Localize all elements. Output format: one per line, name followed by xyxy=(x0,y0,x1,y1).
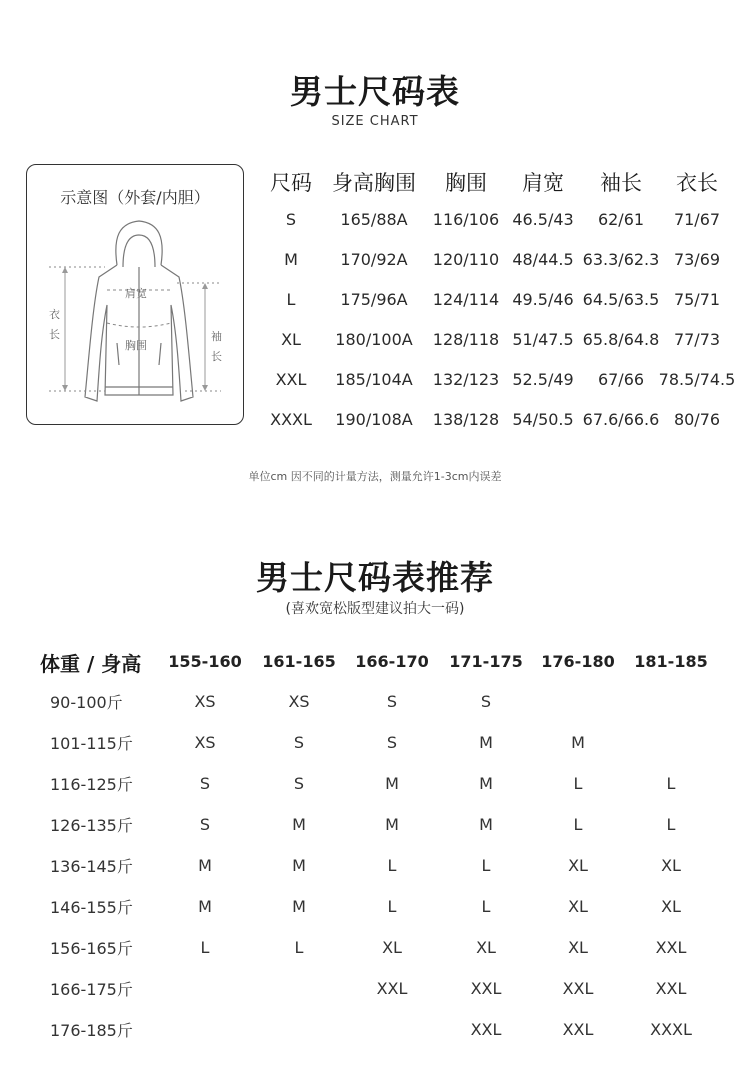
size-chart-cell: 54/50.5 xyxy=(512,410,574,429)
length-header: 衣长 xyxy=(676,171,718,195)
recommended-size: L xyxy=(666,815,676,834)
recommended-size: L xyxy=(387,897,397,916)
weight-height-header: 体重 / 身高 xyxy=(40,652,142,676)
chest-header: 胸围 xyxy=(445,171,487,195)
size-chart-cell: XXXL xyxy=(270,410,312,429)
height-chest-header: 身高胸围 xyxy=(332,171,416,195)
recommended-size: M xyxy=(292,897,306,916)
weight-label: 126-135斤 xyxy=(50,816,133,835)
size-chart-cell: 75/71 xyxy=(673,290,721,309)
recommended-size: S xyxy=(293,774,305,793)
recommended-size: L xyxy=(666,774,676,793)
recommended-size: L xyxy=(481,897,491,916)
recommended-size: XXL xyxy=(376,979,408,998)
size-chart-cell: 128/118 xyxy=(432,330,500,349)
size-chart-cell: L xyxy=(286,290,296,309)
size-chart-cell: 67/66 xyxy=(597,370,645,389)
size-chart-cell: 62/61 xyxy=(597,210,645,229)
height-header: 166-170 xyxy=(355,652,429,671)
recommended-size: M xyxy=(571,733,585,752)
recommended-size: XS xyxy=(288,692,310,711)
height-header: 171-175 xyxy=(449,652,523,671)
recommended-size: S xyxy=(386,733,398,752)
recommended-size: S xyxy=(386,692,398,711)
recommended-size: M xyxy=(479,774,493,793)
size-chart-cell: 51/47.5 xyxy=(512,330,574,349)
size-chart-cell: 48/44.5 xyxy=(512,250,574,269)
size-chart-cell: 49.5/46 xyxy=(512,290,574,309)
size-chart-cell: 78.5/74.5 xyxy=(658,370,736,389)
recommended-size: M xyxy=(292,815,306,834)
sleeve-label: 袖长 xyxy=(211,330,222,363)
size-chart-cell: 190/108A xyxy=(335,410,413,429)
recommended-size: XS xyxy=(194,692,216,711)
size-chart-cell: M xyxy=(284,250,298,269)
size-chart-cell: 116/106 xyxy=(432,210,500,229)
size-chart-cell: 65.8/64.8 xyxy=(582,330,660,349)
size-chart-cell: S xyxy=(285,210,297,229)
size-chart-cell: 120/110 xyxy=(432,250,500,269)
size-chart-cell: 185/104A xyxy=(335,370,413,389)
size-chart-cell: 71/67 xyxy=(673,210,721,229)
weight-label: 136-145斤 xyxy=(50,857,133,876)
recommended-size: XL xyxy=(661,856,681,875)
size-chart-cell: 80/76 xyxy=(673,410,721,429)
recommended-size: L xyxy=(387,856,397,875)
size-chart-cell: 170/92A xyxy=(340,250,408,269)
height-header: 161-165 xyxy=(262,652,336,671)
recommended-size: XXL xyxy=(655,979,687,998)
recommended-size: M xyxy=(385,815,399,834)
size-chart-cell: 52.5/49 xyxy=(512,370,574,389)
recommended-size: XL xyxy=(568,897,588,916)
recommended-size: S xyxy=(480,692,492,711)
height-header: 176-180 xyxy=(541,652,615,671)
recommended-size: XXXL xyxy=(650,1020,692,1039)
size-chart-cell: 165/88A xyxy=(340,210,408,229)
recommended-size: M xyxy=(198,897,212,916)
recommended-size: XL xyxy=(661,897,681,916)
recommended-size: XXL xyxy=(655,938,687,957)
height-header: 181-185 xyxy=(634,652,708,671)
size-chart-cell: 64.5/63.5 xyxy=(582,290,660,309)
size-chart-cell: 77/73 xyxy=(673,330,721,349)
recommended-size: L xyxy=(573,774,583,793)
size-chart-cell: 175/96A xyxy=(340,290,408,309)
recommended-size: XXL xyxy=(470,1020,502,1039)
weight-label: 166-175斤 xyxy=(50,980,133,999)
weight-label: 176-185斤 xyxy=(50,1021,133,1040)
weight-label: 146-155斤 xyxy=(50,898,133,917)
weight-label: 116-125斤 xyxy=(50,775,133,794)
size-chart-cell: 124/114 xyxy=(432,290,500,309)
recommended-size: M xyxy=(385,774,399,793)
size-chart-cell: 63.3/62.3 xyxy=(582,250,660,269)
size-chart-cell: 67.6/66.6 xyxy=(582,410,660,429)
sleeve-header: 袖长 xyxy=(600,171,642,195)
recommended-size: XXL xyxy=(470,979,502,998)
diagram-caption: 示意图（外套/内胆） xyxy=(60,188,210,207)
size-chart-cell: 180/100A xyxy=(335,330,413,349)
size-chart-subtitle: SIZE CHART xyxy=(331,114,419,129)
length-label: 衣长 xyxy=(49,308,60,341)
measurement-note: 单位cm 因不同的计量方法，测量允许1-3cm内误差 xyxy=(248,470,502,483)
recommended-size: L xyxy=(294,938,304,957)
recommended-size: L xyxy=(573,815,583,834)
recommended-size: L xyxy=(200,938,210,957)
recommended-size: XXL xyxy=(562,979,594,998)
recommendation-subtitle: (喜欢宽松版型建议拍大一码) xyxy=(285,601,465,617)
size-chart-cell: XL xyxy=(281,330,301,349)
chest-label: 胸围 xyxy=(125,339,147,352)
recommended-size: S xyxy=(199,815,211,834)
size-chart-cell: 132/123 xyxy=(432,370,500,389)
recommended-size: XL xyxy=(568,938,588,957)
size-chart-cell: XXL xyxy=(275,370,307,389)
shoulder-header: 肩宽 xyxy=(522,171,564,195)
recommended-size: M xyxy=(479,733,493,752)
size-header: 尺码 xyxy=(270,171,312,195)
shoulder-label: 肩宽 xyxy=(125,287,147,300)
weight-label: 101-115斤 xyxy=(50,734,133,753)
recommended-size: XL xyxy=(382,938,402,957)
size-chart-cell: 73/69 xyxy=(673,250,721,269)
size-chart-cell: 46.5/43 xyxy=(512,210,574,229)
recommended-size: XL xyxy=(476,938,496,957)
recommended-size: XS xyxy=(194,733,216,752)
recommended-size: M xyxy=(198,856,212,875)
weight-label: 90-100斤 xyxy=(50,693,123,712)
recommended-size: XXL xyxy=(562,1020,594,1039)
size-chart-title: 男士尺码表 xyxy=(290,72,460,111)
height-header: 155-160 xyxy=(168,652,242,671)
recommended-size: M xyxy=(479,815,493,834)
recommendation-title: 男士尺码表推荐 xyxy=(256,558,494,597)
recommended-size: XL xyxy=(568,856,588,875)
weight-label: 156-165斤 xyxy=(50,939,133,958)
recommended-size: L xyxy=(481,856,491,875)
measurement-diagram xyxy=(26,164,244,425)
recommended-size: S xyxy=(293,733,305,752)
recommended-size: S xyxy=(199,774,211,793)
size-chart-cell: 138/128 xyxy=(432,410,500,429)
recommended-size: M xyxy=(292,856,306,875)
